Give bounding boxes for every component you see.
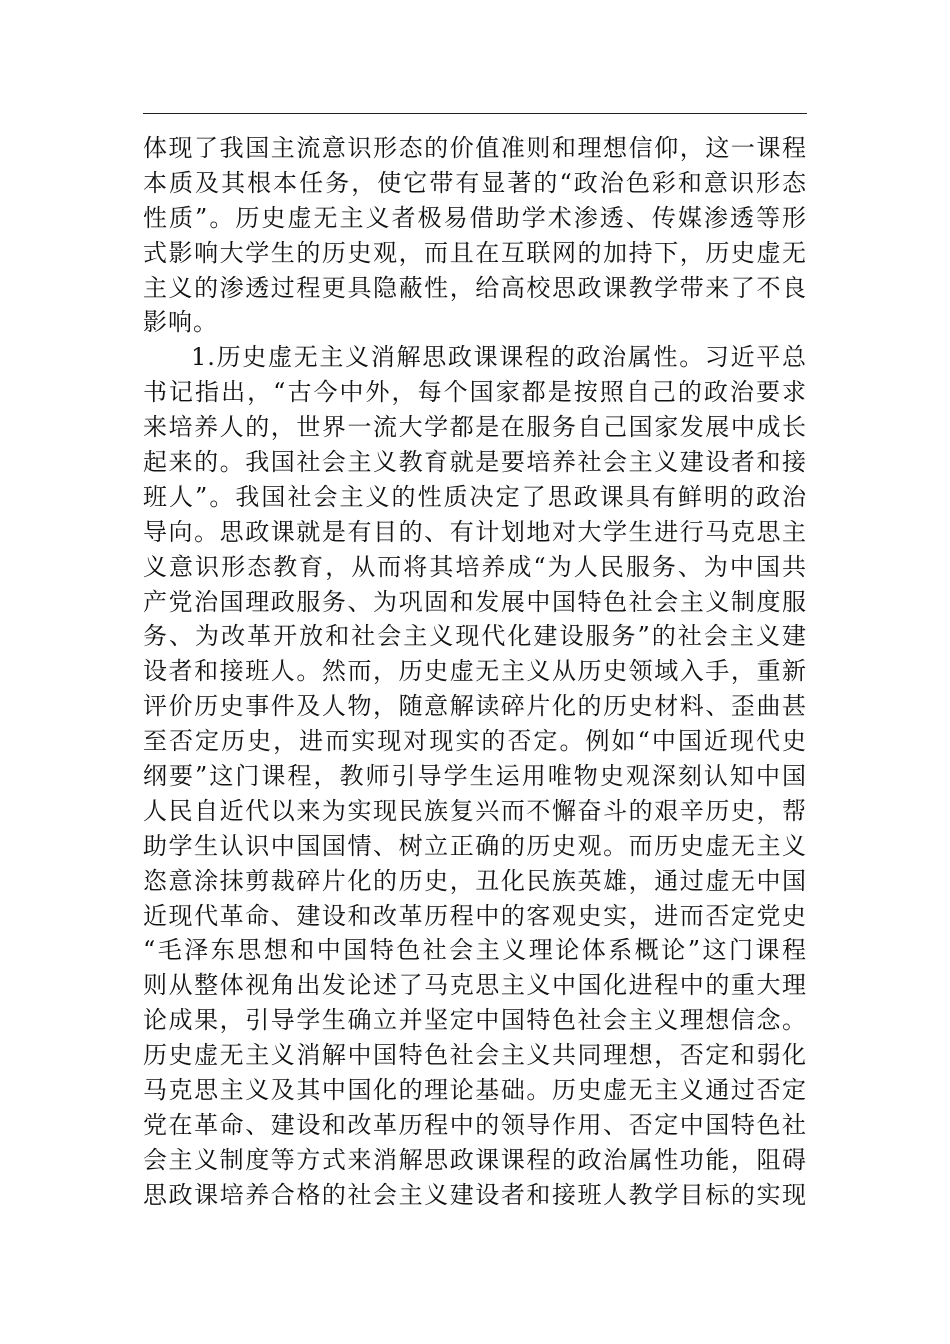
text-line: 本质及其根本任务，使它带有显著的“政治色彩和意识形态: [143, 168, 807, 197]
text-line: 设者和接班人。然而，历史虚无主义从历史领域入手，重新: [143, 657, 807, 686]
text-line: 论成果，引导学生确立并坚定中国特色社会主义理想信念。: [143, 1006, 807, 1035]
text-line: 主义的渗透过程更具隐蔽性，给高校思政课教学带来了不良: [143, 273, 807, 302]
text-line: 书记指出，“古今中外，每个国家都是按照自己的政治要求: [143, 378, 807, 407]
text-line: 义意识形态教育，从而将其培养成“为人民服务、为中国共: [143, 552, 807, 581]
text-line: 至否定历史，进而实现对现实的否定。例如“中国近现代史: [143, 727, 807, 756]
body-text: [143, 131, 807, 1213]
text-line: 式影响大学生的历史观，而且在互联网的加持下，历史虚无: [143, 238, 807, 267]
text-line: 助学生认识中国国情、树立正确的历史观。而历史虚无主义: [143, 831, 807, 860]
header-rule: [143, 113, 807, 114]
paragraph-continuation: [143, 131, 807, 340]
text-line: 人民自近代以来为实现民族复兴而不懈奋斗的艰辛历史，帮: [143, 796, 807, 825]
text-line: 务、为改革开放和社会主义现代化建设服务”的社会主义建: [143, 622, 807, 651]
text-line: 起来的。我国社会主义教育就是要培养社会主义建设者和接: [143, 448, 807, 477]
text-line: 纲要”这门课程，教师引导学生运用唯物史观深刻认知中国: [143, 762, 807, 791]
text-line: 班人”。我国社会主义的性质决定了思政课具有鲜明的政治: [143, 482, 807, 511]
text-line: 性质”。历史虚无主义者极易借助学术渗透、传媒渗透等形: [143, 203, 807, 232]
text-line: 马克思主义及其中国化的理论基础。历史虚无主义通过否定: [143, 1076, 807, 1105]
text-line: 则从整体视角出发论述了马克思主义中国化进程中的重大理: [143, 971, 807, 1000]
text-line: 来培养人的，世界一流大学都是在服务自己国家发展中成长: [143, 413, 807, 442]
text-line: 体现了我国主流意识形态的价值准则和理想信仰，这一课程: [143, 134, 807, 162]
text-line: 导向。思政课就是有目的、有计划地对大学生进行马克思主: [143, 517, 807, 546]
text-line: 评价历史事件及人物，随意解读碎片化的历史材料、歪曲甚: [143, 692, 807, 721]
text-line: “毛泽东思想和中国特色社会主义理论体系概论”这门课程: [143, 936, 807, 965]
text-line: 近现代革命、建设和改革历程中的客观史实，进而否定党史: [143, 901, 807, 930]
text-line: 产党治国理政服务、为巩固和发展中国特色社会主义制度服: [143, 587, 807, 616]
text-line: 影响。: [143, 308, 218, 337]
text-line: 会主义制度等方式来消解思政课课程的政治属性功能，阻碍: [143, 1145, 807, 1174]
text-line: 党在革命、建设和改革历程中的领导作用、否定中国特色社: [143, 1110, 807, 1139]
text-line: 恣意涂抹剪裁碎片化的历史，丑化民族英雄，通过虚无中国: [143, 866, 807, 895]
text-line: 思政课培养合格的社会主义建设者和接班人教学目标的实现: [143, 1180, 807, 1209]
text-line: 历史虚无主义消解中国特色社会主义共同理想，否定和弱化: [143, 1041, 807, 1070]
text-line: 1.历史虚无主义消解思政课课程的政治属性。习近平总: [191, 343, 807, 372]
paragraph-political-attribute: [143, 340, 807, 1212]
